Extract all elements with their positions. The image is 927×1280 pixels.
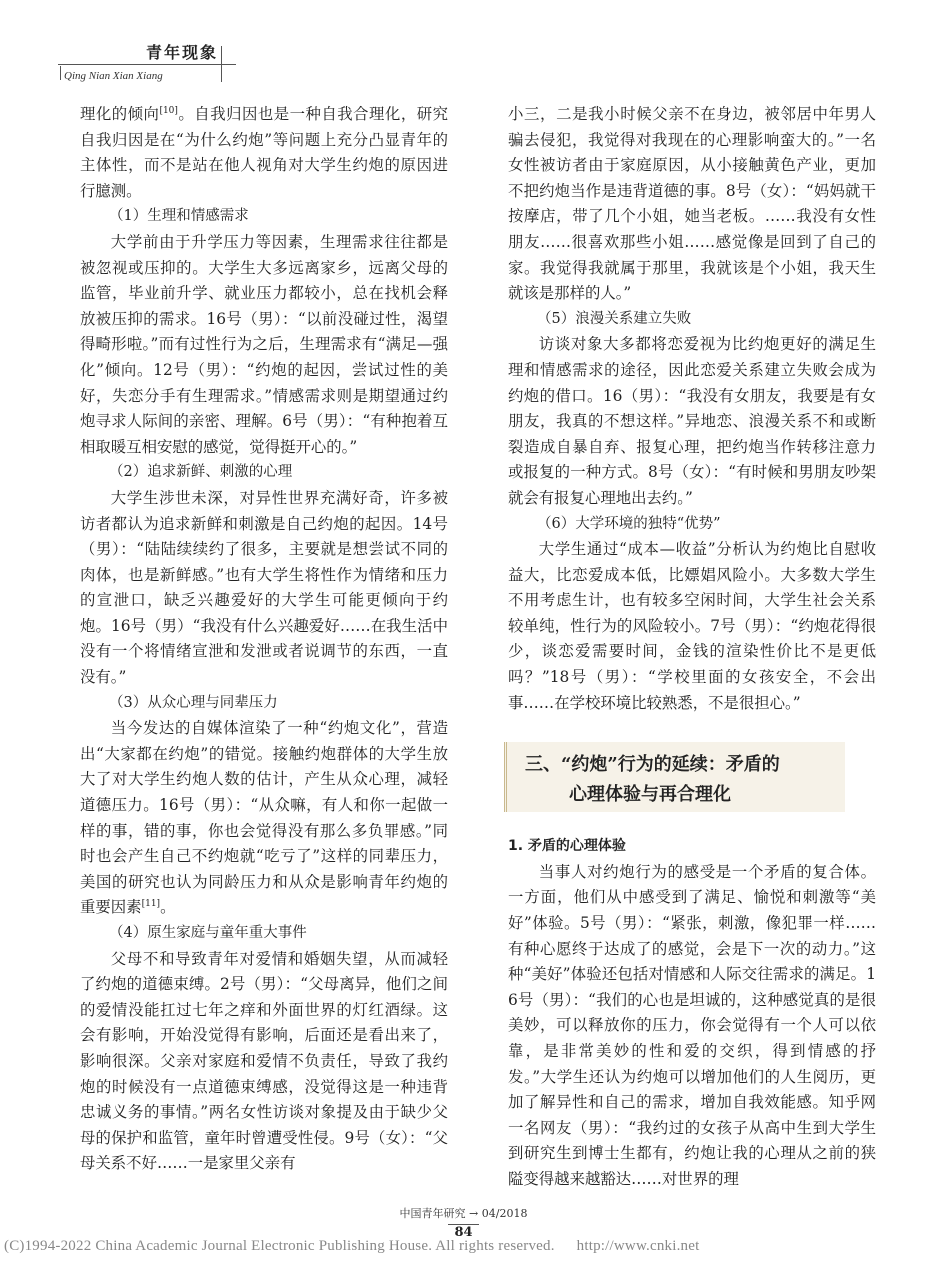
paragraph: 理化的倾向[10]。自我归因也是一种自我合理化，研究自我归因是在“为什么约炮”等问题上充分凸显青年的主体性，而不是站在他人视角对大学生约炮的原因进行臆测。 (80, 105, 448, 200)
journal-name: 中国青年研究 → 04/2018 (399, 1207, 528, 1220)
section-pinyin: Qing Nian Xian Xiang (64, 70, 163, 82)
copyright-url[interactable]: http://www.cnki.net (576, 1238, 700, 1254)
page-footer (0, 1205, 927, 1240)
copyright-text: (C)1994-2022 China Academic Journal Electronic Publishing House. All rights reserved. (4, 1238, 555, 1254)
paragraph: 大学前由于升学压力等因素，生理需求往往都是被忽视或压抑的。大学生大多远离家乡，远离父母的监管，毕业前升学、就业压力都较小，总在找机会释放被压抑的需求。16号（男）：“以前没碰过性，渴望得畸形啦。”而有过性行为之后，生理需求有“满足—强化”倾向。12号（男）：“约炮的起因，尝试过性的美好，失恋分手有生理需求。”情感需求则是期望通过约炮寻求人际间的亲密、理解。6号（男）：“有种抱着互相取暖互相安慰的感觉，觉得挺开心的。” (80, 232, 448, 456)
paragraph: 当事人对约炮行为的感受是一个矛盾的复合体。一方面，他们从中感受到了满足、愉悦和刺激等“美好”体验。5号（男）：“紧张，刺激，像犯罪一样……有种心愿终于达成了的感觉，会是下一次的动力。”这种“美好”体验还包括对情感和人际交往需求的满足。16号（男）：“我们的心也是坦诚的，这种感觉真的是很美妙，可以释放你的压力，你会觉得有一个人可以依靠，是非常美妙的性和爱的交织，得到情感的抒发。”大学生还认为约炮可以增加他们的人生阅历，更加了解异性和自己的需求，增加自我效能感。知乎网一名网友（男）：“我约过的女孩子从高中生到大学生到研究生到博士生都有，约炮让我的心理从之前的狭隘变得越来越豁达……对世界的理 (508, 862, 876, 1188)
subheading: （3）从众心理与同辈压力 (109, 694, 278, 711)
section-heading-line-1: 三、“约炮”行为的延续：矛盾的 (525, 754, 780, 776)
citation-ref[interactable]: [11] (141, 899, 161, 910)
subheading: （5）浪漫关系建立失败 (537, 310, 692, 327)
section-heading-line-2: 心理体验与再合理化 (569, 784, 731, 806)
subheading: （2）追求新鲜、刺激的心理 (109, 464, 293, 481)
section-heading-box (504, 742, 845, 812)
header-divider-left (60, 66, 61, 80)
header-divider (221, 46, 222, 82)
paragraph: 大学生通过“成本—收益”分析认为约炮比自慰收益大，比恋爱成本低，比嫖娼风险小。大多数大学生不用考虑生计，也有较多空闲时间，大学生社会关系较单纯，性行为的风险较小。7号（男）：“约炮花得很少，谈恋爱需要时间，金钱的渲染性价比不是更低吗？”18号（男）：“学校里面的女孩安全，不会出事……在学校环境比较熟悉，不是很担心。” (508, 540, 876, 712)
citation-ref[interactable]: [10] (159, 105, 178, 116)
page-number: 84 (448, 1224, 478, 1240)
header-rule (58, 64, 236, 65)
paragraph: 访谈对象大多都将恋爱视为比约炮更好的满足生理和情感需求的途径，因此恋爱关系建立失败会成为约炮的借口。16（男）：“我没有女朋友，我要是有女朋友，我真的不想这样。”异地恋、浪漫关系不和或断裂造成自暴自弃、报复心理，把约炮当作转移注意力或报复的一种方式。8号（女）：“有时候和男朋友吵架就会有报复心理地出去约。” (508, 335, 876, 507)
subheading: （1）生理和情感需求 (109, 208, 249, 225)
left-column (80, 102, 448, 1177)
right-column (508, 102, 876, 1193)
subheading: （4）原生家庭与童年重大事件 (109, 925, 307, 941)
copyright-watermark (4, 1238, 699, 1255)
subsection-heading: 1. 矛盾的心理体验 (508, 838, 626, 855)
paragraph: 当今发达的自媒体渲染了一种“约炮文化”，营造出“大家都在约炮”的错觉。接触约炮群体的大学生放大了对大学生约炮人数的估计，产生从众心理，减轻道德压力。16号（男）：“从众嘛，有人和你一起做一样的事，错的事，你也会觉得没有那么多负罪感。”同时也会产生自己不约炮就“吃亏了”这样的同辈压力，美国的研究也认为同龄压力和从众是影响青年约炮的重要因素[11]。 (80, 719, 448, 917)
paragraph: 父母不和导致青年对爱情和婚姻失望，从而减轻了约炮的道德束缚。2号（男）：“父母离异，他们之间的爱情没能扛过七年之痒和外面世界的灯红酒绿。这会有影响，开始没觉得有影响，后面还是看出来了，影响很深。父亲对家庭和爱情不负责任，导致了我约炮的时候没有一点道德束缚感，没觉得这是一种违背忠诚义务的事情。”两名女性访谈对象提及由于缺少父母的保护和监管，童年时曾遭受性侵。9号（女）：“父母关系不好……一是家里父亲有 (80, 949, 448, 1173)
subheading: （6）大学环境的独特“优势” (537, 515, 721, 532)
paragraph: 大学生涉世未深，对异性世界充满好奇，许多被访者都认为追求新鲜和刺激是自己约炮的起因。14号（男）：“陆陆续续约了很多，主要就是想尝试不同的肉体，也是新鲜感。”也有大学生将性作为情绪和压力的宣泄口，缺乏兴趣爱好的大学生可能更倾向于约炮。16号（男）“我没有什么兴趣爱好……在我生活中没有一个将情绪宣泄和发泄或者说调节的东西，一直没有。” (80, 488, 448, 687)
paragraph: 小三，二是我小时候父亲不在身边，被邻居中年男人骗去侵犯，我觉得对我现在的心理影响蛮大的。”一名女性被访者由于家庭原因，从小接触黄色产业，更加不把约炮当作是违背道德的事。8号（女）：“妈妈就干按摩店，带了几个小姐，她当老板。……我没有女性朋友……很喜欢那些小姐……感觉像是回到了自己的家。我觉得我就属于那里，我就该是个小姐，我天生就该是那样的人。” (508, 105, 876, 303)
section-title: 青年现象 (146, 43, 219, 62)
